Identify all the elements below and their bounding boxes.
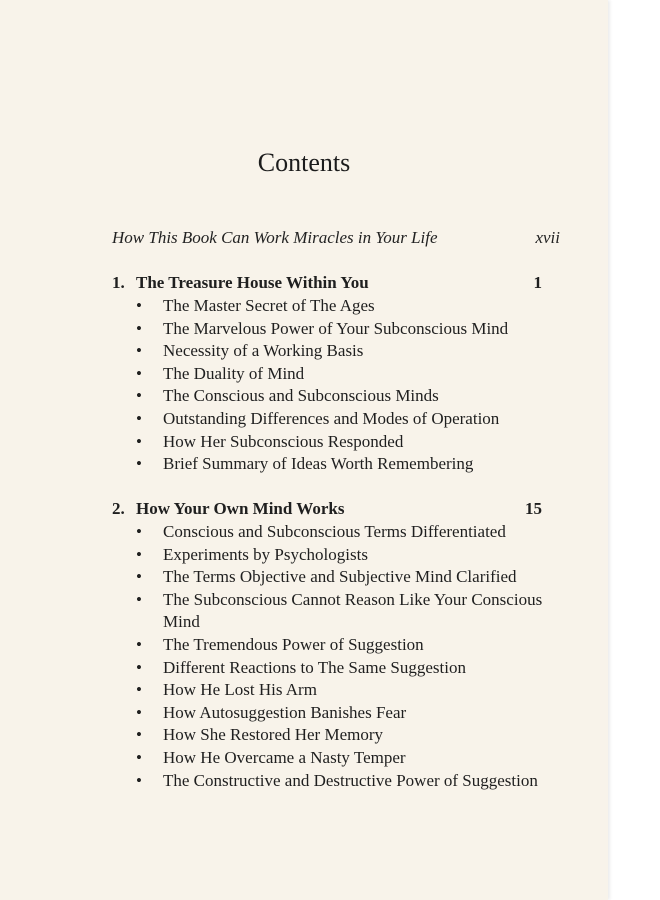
bullet-icon: • bbox=[136, 657, 142, 677]
topic-item: • How Her Subconscious Responded bbox=[112, 431, 544, 454]
topic-item: • Different Reactions to The Same Suggestion bbox=[112, 657, 544, 680]
intro-page-number: xvii bbox=[535, 228, 560, 247]
topic-item: • The Conscious and Subconscious Minds bbox=[112, 385, 544, 408]
bullet-icon: • bbox=[136, 341, 142, 361]
bullet-icon: • bbox=[136, 522, 142, 541]
bullet-icon: • bbox=[136, 702, 142, 722]
chapter-heading bbox=[112, 497, 544, 521]
chapter-1 bbox=[112, 271, 544, 476]
bullet-icon: • bbox=[136, 408, 142, 428]
intro-entry bbox=[112, 228, 560, 248]
bullet-icon: • bbox=[136, 454, 142, 474]
chapter-number: 1. bbox=[112, 273, 125, 292]
bullet-icon: • bbox=[136, 431, 142, 451]
page-title: Contents bbox=[257, 148, 351, 177]
topic-item: • The Subconscious Cannot Reason Like Your Conscious Mind bbox=[136, 589, 543, 632]
chapter-heading bbox=[112, 271, 544, 295]
chapter-2 bbox=[112, 497, 544, 792]
topic-item: • The Marvelous Power of Your Subconscious Mind bbox=[112, 318, 544, 341]
bullet-icon: • bbox=[136, 567, 142, 587]
bullet-icon: • bbox=[136, 634, 142, 654]
chapter-title: The Treasure House Within You bbox=[136, 273, 369, 292]
bullet-icon: • bbox=[136, 363, 142, 383]
topic-item: • How He Lost His Arm bbox=[112, 679, 544, 702]
topic-item: • Outstanding Differences and Modes of Operation bbox=[112, 408, 544, 431]
bullet-icon: • bbox=[136, 386, 142, 406]
chapter-page-number: 15 bbox=[525, 499, 542, 518]
bullet-icon: • bbox=[136, 544, 142, 564]
bullet-icon: • bbox=[136, 296, 142, 315]
chapter-page-number: 1 bbox=[533, 273, 542, 292]
topic-item: • Necessity of a Working Basis bbox=[112, 340, 544, 363]
topic-item: • The Master Secret of The Ages bbox=[112, 295, 544, 318]
topic-list bbox=[112, 521, 544, 792]
bullet-icon: • bbox=[136, 747, 142, 767]
topic-item: • The Terms Objective and Subjective Mind Clarified bbox=[112, 566, 544, 589]
topic-item: • The Duality of Mind bbox=[112, 363, 544, 386]
bullet-icon: • bbox=[136, 589, 142, 609]
chapter-number: 2. bbox=[112, 499, 125, 518]
topic-item: • How He Overcame a Nasty Temper bbox=[112, 747, 544, 770]
bullet-icon: • bbox=[136, 680, 142, 700]
topic-item: • How Autosuggestion Banishes Fear bbox=[112, 702, 544, 725]
intro-title: How This Book Can Work Miracles in Your Life bbox=[112, 228, 438, 247]
topic-list bbox=[112, 295, 544, 476]
bullet-icon: • bbox=[136, 725, 142, 745]
bullet-icon: • bbox=[136, 770, 142, 790]
topic-item: • How She Restored Her Memory bbox=[112, 724, 544, 747]
topic-item: • The Constructive and Destructive Power of Suggestion bbox=[112, 770, 544, 793]
topic-item: • Conscious and Subconscious Terms Differentiated bbox=[112, 521, 544, 544]
topic-item: • Brief Summary of Ideas Worth Remembering bbox=[112, 453, 544, 476]
chapter-title: How Your Own Mind Works bbox=[136, 499, 345, 518]
topic-item: • The Tremendous Power of Suggestion bbox=[112, 634, 544, 657]
bullet-icon: • bbox=[136, 318, 142, 338]
topic-item: • Experiments by Psychologists bbox=[112, 544, 544, 567]
